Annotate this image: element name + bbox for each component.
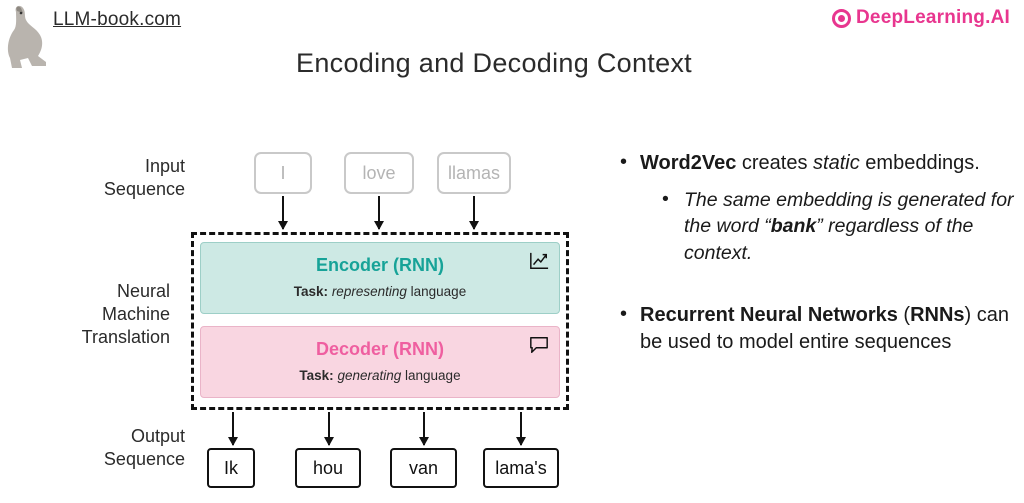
decoder-task: [201, 368, 559, 383]
deeplearning-logo-text: DeepLearning.AI: [856, 7, 1010, 28]
decoder-task-suffix: language: [405, 368, 461, 383]
bullet-1-rest: embeddings.: [859, 152, 980, 174]
page-title-text: Encoding and Decoding Context: [296, 48, 692, 78]
decoder-title: Decoder (RNN): [315, 339, 444, 359]
input-token: love: [344, 152, 414, 194]
arrow-down-icon: [473, 196, 475, 229]
arrow-down-icon: [520, 412, 522, 445]
sub-bullet-pre: The same embedding is generated for the word “: [684, 189, 1014, 238]
decoder-task-label: Task:: [299, 368, 334, 383]
encoder-task-suffix: language: [410, 284, 467, 299]
arrow-down-icon: [282, 196, 284, 229]
arrow-down-icon: [328, 412, 330, 445]
output-token: Ik: [207, 448, 255, 488]
bullet-2-rest: ) can be used to model entire sequences: [640, 303, 1010, 353]
bullet-2-bold-1: Recurrent Neural Networks: [640, 303, 898, 326]
encoder-title: Encoder (RNN): [315, 255, 444, 275]
deeplearning-logo[interactable]: [832, 7, 1010, 29]
arrow-down-icon: [232, 412, 234, 445]
deeplearning-circle-icon: [832, 9, 851, 28]
output-token: van: [390, 448, 457, 488]
arrow-down-icon: [423, 412, 425, 445]
bullet-1-mid: creates: [736, 152, 814, 174]
encoder-task-label: Task:: [293, 284, 329, 299]
encoder-task-value: representing: [331, 284, 407, 299]
spacer: [618, 282, 1018, 302]
encoder-block: [200, 242, 560, 314]
output-token: hou: [295, 448, 361, 488]
sub-bullet-bold: bank: [770, 215, 817, 238]
label-output-sequence: Output Sequence: [103, 426, 185, 470]
label-neural-machine-translation: Neural Machine Translation: [81, 281, 170, 348]
bullet-1-bold: Word2Vec: [640, 152, 737, 174]
sub-bullet-post: ” regardless of the context.: [684, 215, 974, 264]
sub-bullet-item: [660, 187, 1018, 266]
bullet-list: [618, 150, 1018, 372]
decoder-task-value: generating: [337, 368, 402, 383]
speech-bubble-icon: [528, 335, 550, 355]
input-token: I: [254, 152, 312, 194]
nmt-diagram: [0, 130, 600, 490]
brand-link[interactable]: LLM-book.com: [53, 9, 182, 30]
bullet-1-italic: static: [813, 152, 860, 174]
bullet-2-bold-2: RNNs: [910, 303, 965, 326]
bullet-item: [618, 150, 1018, 266]
bullet-2-mid: (: [897, 303, 911, 326]
page-title: [0, 48, 1024, 79]
arrow-down-icon: [378, 196, 380, 229]
output-token: lama's: [483, 448, 559, 488]
decoder-block: [200, 326, 560, 398]
chart-trend-icon: [528, 251, 550, 271]
label-input-sequence: Input Sequence: [103, 156, 185, 200]
bullet-item: [618, 302, 1018, 356]
encoder-task: [201, 284, 559, 299]
input-token: llamas: [437, 152, 511, 194]
